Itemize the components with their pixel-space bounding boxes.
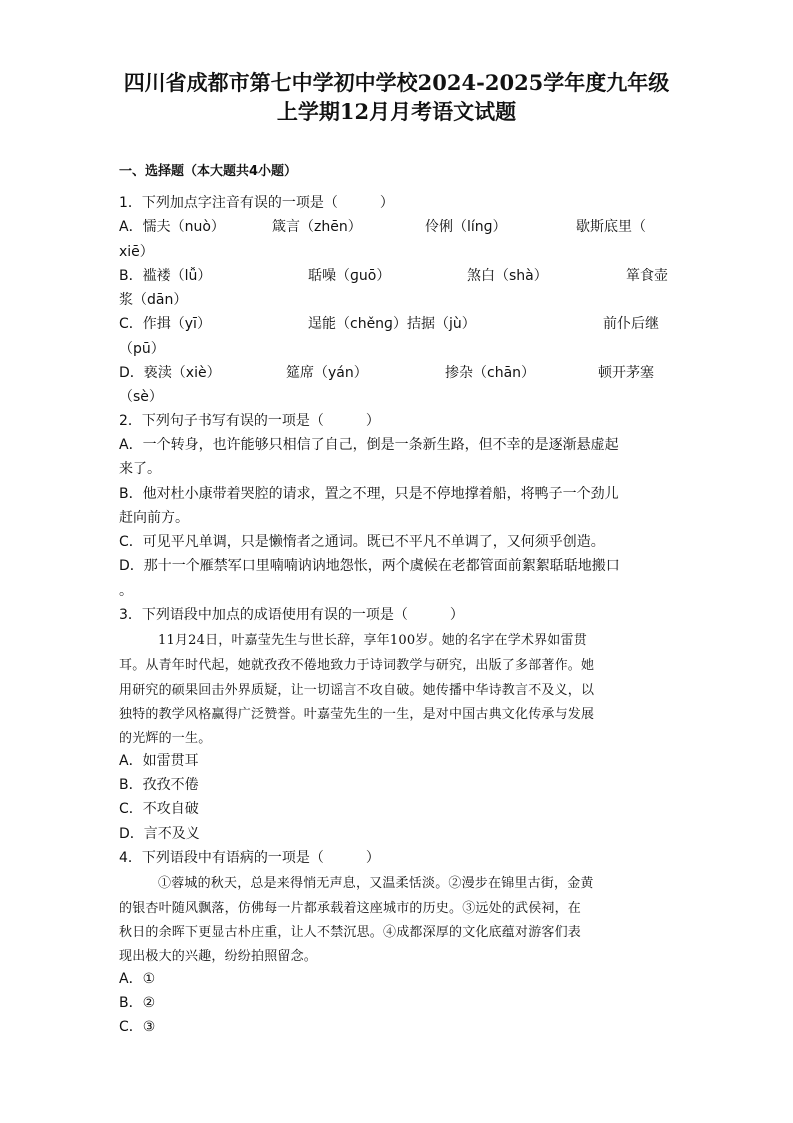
q2-option-b-line1: B．他对杜小康带着哭腔的请求，置之不理，只是不停地撑着船，将鸭子一个劲儿 (119, 486, 619, 502)
q1-a-1: A．懦夫（nuò） (119, 219, 225, 235)
q2-option-c: C．可见平凡单调，只是懒惰者之通词。既已不平凡不单调了，又何须乎创造。 (119, 534, 605, 550)
q3-stem: 3．下列语段中加点的成语使用有误的一项是（ ） (119, 607, 464, 623)
q3-passage-line: 的光辉的一生。 (119, 731, 212, 746)
q1-d-4: 顿开茅塞 (598, 365, 654, 381)
q1-d-3: 掺杂（chān） (445, 365, 536, 381)
q4-option-a: A．① (119, 971, 156, 987)
q2-option-a-line2: 来了。 (119, 461, 161, 477)
q4-option-b: B．② (119, 995, 156, 1011)
q1-a-5: xiē） (119, 244, 154, 260)
q1-b-4: 箪食壶 (626, 268, 668, 284)
q1-c-1: C．作揖（yī） (119, 316, 211, 332)
q1-d-2: 筵席（yán） (286, 365, 368, 381)
q1-b-3: 煞白（shà） (467, 268, 548, 284)
q3-passage-line: 11月24日，叶嘉莹先生与世长辞，享年100岁。她的名字在学术界如雷贯 (158, 633, 587, 648)
q2-option-d-line2: 。 (119, 583, 133, 599)
q1-c-3: 前仆后继 (603, 316, 659, 332)
q3-option-b: B．孜孜不倦 (119, 777, 199, 793)
q1-c-4: （pū） (119, 341, 165, 357)
q3-option-d: D．言不及义 (119, 826, 200, 842)
q4-passage-line: ①蓉城的秋天，总是来得悄无声息，又温柔恬淡。②漫步在锦里古街，金黄 (158, 876, 594, 891)
q4-passage-line: 的银杏叶随风飘落，仿佛每一片都承载着这座城市的历史。③远处的武侯祠，在 (119, 901, 582, 916)
title-line-1: 四川省成都市第七中学初中学校2024-2025学年度九年级 (123, 70, 670, 95)
q2-option-d-line1: D．那十一个雁禁军口里喃喃讷讷地怨怅，两个虞候在老都管面前絮絮聒聒地搬口 (119, 558, 620, 574)
q4-passage-line: 秋日的余晖下更显古朴庄重，让人不禁沉思。④成都深厚的文化底蕴对游客们表 (119, 925, 582, 940)
q3-option-a: A．如雷贯耳 (119, 753, 199, 769)
q4-option-c: C．③ (119, 1019, 156, 1035)
q2-stem: 2．下列句子书写有误的一项是（ ） (119, 413, 380, 429)
q1-a-2: 箴言（zhēn） (272, 219, 362, 235)
title-line-2: 上学期12月月考语文试题 (276, 99, 517, 124)
q1-b-2: 聒噪（ɡuō） (308, 268, 391, 284)
q4-stem: 4．下列语段中有语病的一项是（ ） (119, 850, 380, 866)
q1-stem: 1．下列加点字注音有误的一项是（ ） (119, 195, 394, 211)
q1-a-4: 歇斯底里（ (576, 219, 646, 235)
q1-b-1: B．褴褛（lǚ） (119, 268, 212, 284)
q3-passage-line: 用研究的硕果回击外界质疑，让一切谣言不攻自破。她传播中华诗教言不及义，以 (119, 683, 595, 698)
q1-d-5: （sè） (119, 389, 163, 405)
q2-option-a-line1: A．一个转身，也许能够只相信了自己，倒是一条新生路，但不幸的是逐渐悬虚起 (119, 437, 619, 453)
q2-option-b-line2: 赶向前方。 (119, 510, 189, 526)
q3-passage-line: 耳。从青年时代起，她就孜孜不倦地致力于诗词教学与研究，出版了多部著作。她 (119, 658, 595, 673)
section-heading: 一、选择题（本大题共4小题） (119, 164, 298, 179)
q3-passage-line: 独特的教学风格赢得广泛赞誉。叶嘉莹先生的一生，是对中国古典文化传承与发展 (119, 707, 595, 722)
q1-b-5: 浆（dān） (119, 292, 188, 308)
q1-d-1: D．亵渎（xiè） (119, 365, 221, 381)
q4-passage-line: 现出极大的兴趣，纷纷拍照留念。 (119, 949, 318, 964)
q1-a-3: 伶俐（línɡ） (425, 219, 507, 235)
q1-c-2: 逞能（chěnɡ）拮据（jù） (308, 316, 476, 332)
q3-option-c: C．不攻自破 (119, 801, 199, 817)
